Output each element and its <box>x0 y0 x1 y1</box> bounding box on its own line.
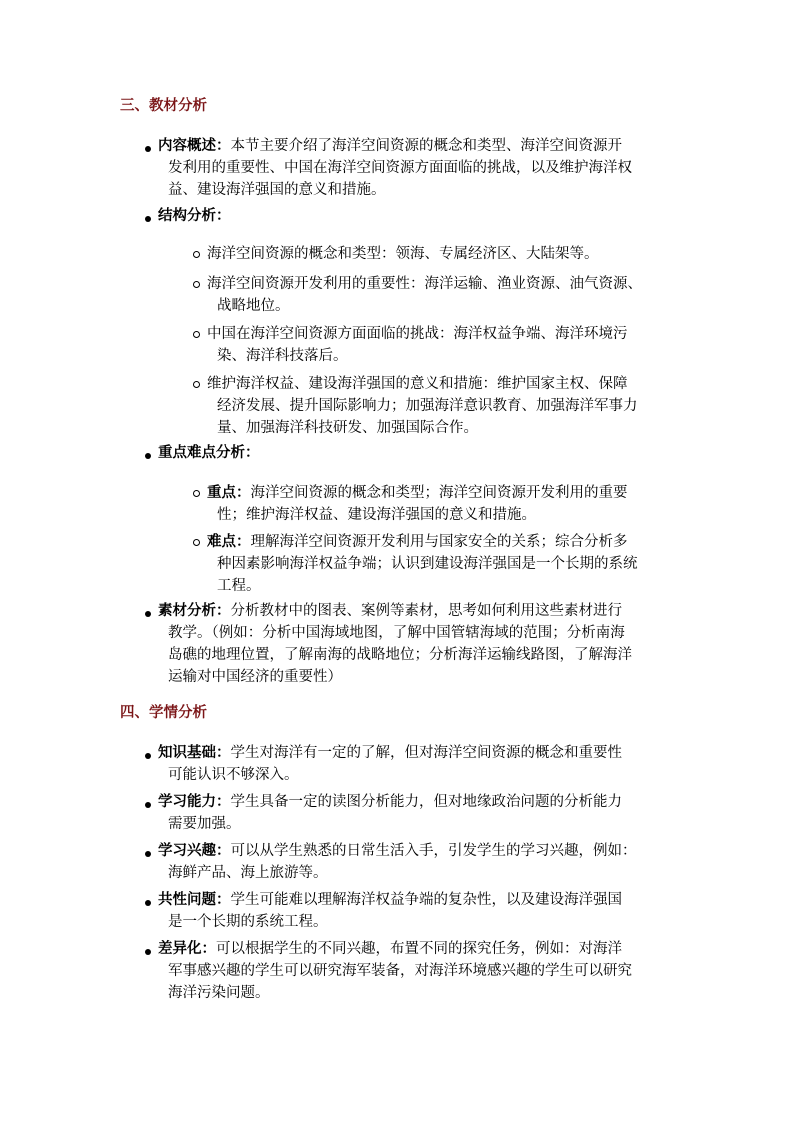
bullet-icon <box>145 453 151 459</box>
item-text: 分析教材中的图表、案例等素材，思考如何利用这些素材进行 <box>230 603 622 619</box>
item-label: 差异化： <box>158 941 216 957</box>
item-text: 可以根据学生的不同兴趣，布置不同的探究任务，例如：对海洋 <box>216 941 622 957</box>
item-label: 内容概述： <box>158 138 231 154</box>
bullet-icon <box>145 611 151 617</box>
item-text: 学生对海洋有一定的了解，但对海洋空间资源的概念和重要性 <box>230 745 622 761</box>
sub-item-text: 中国在海洋空间资源方面面临的挑战：海洋权益争端、海洋环境污 <box>207 326 628 342</box>
sub-item-text: 经济发展、提升国际影响力；加强海洋意识教育、加强海洋军事力 <box>217 398 638 414</box>
item-text: 海鲜产品、海上旅游等。 <box>168 865 328 881</box>
sub-item-label: 重点： <box>207 485 251 501</box>
sub-list-item-difficulty <box>207 531 638 597</box>
item-label: 结构分析： <box>158 208 231 224</box>
sub-item-text: 海洋空间资源的概念和类型：领海、专属经济区、大陆架等。 <box>207 246 599 262</box>
sub-list-item <box>207 273 642 317</box>
sub-item-text: 海洋空间资源开发利用的重要性：海洋运输、渔业资源、油气资源、 <box>207 276 642 292</box>
item-text: 学生可能难以理解海洋权益争端的复杂性，以及建设海洋强国 <box>230 892 622 908</box>
bullet-icon <box>145 146 151 152</box>
sub-item-label: 难点： <box>207 534 251 550</box>
list-item-knowledge-base <box>158 742 622 786</box>
sub-item-text: 理解海洋空间资源开发利用与国家安全的关系；综合分析多 <box>250 534 628 550</box>
item-label: 素材分析： <box>158 603 231 619</box>
item-text: 岛礁的地理位置，了解南海的战略地位；分析海洋运输线路图，了解海洋 <box>168 647 632 663</box>
bullet-icon <box>145 216 151 222</box>
bullet-icon <box>145 753 151 759</box>
section-heading: 四、学情分析 <box>120 705 207 721</box>
list-item-content-overview <box>158 135 632 201</box>
item-text: 军事感兴趣的学生可以研究海军装备，对海洋环境感兴趣的学生可以研究 <box>168 963 632 979</box>
item-label: 知识基础： <box>158 745 231 761</box>
list-item-common-issues <box>158 889 622 933</box>
bullet-icon <box>145 949 151 955</box>
sub-item-text: 种因素影响海洋权益争端；认识到建设海洋强国是一个长期的系统 <box>217 556 638 572</box>
item-text: 可能认识不够深入。 <box>168 767 299 783</box>
item-label: 学习兴趣： <box>158 843 231 859</box>
circle-bullet-icon <box>193 331 200 338</box>
circle-bullet-icon <box>193 490 200 497</box>
bullet-icon <box>145 802 151 808</box>
sub-item-text: 工程。 <box>217 578 261 594</box>
item-text: 海洋污染问题。 <box>168 985 270 1001</box>
sub-item-text: 量、加强海洋科技研发、加强国际合作。 <box>217 420 478 436</box>
circle-bullet-icon <box>193 539 200 546</box>
sub-item-text: 染、海洋科技落后。 <box>217 348 348 364</box>
list-item-learning-ability <box>158 791 622 835</box>
list-item-differentiation <box>158 938 632 1004</box>
sub-item-text: 维护海洋权益、建设海洋强国的意义和措施：维护国家主权、保障 <box>207 376 628 392</box>
sub-item-text: 战略地位。 <box>217 298 290 314</box>
item-text: 需要加强。 <box>168 816 241 832</box>
circle-bullet-icon <box>193 381 200 388</box>
item-text: 益、建设海洋强国的意义和措施。 <box>168 182 386 198</box>
list-item-structure-analysis <box>158 205 231 227</box>
item-label: 重点难点分析： <box>158 445 260 461</box>
sub-list-item <box>207 323 628 367</box>
sub-item-text: 性；维护海洋权益、建设海洋强国的意义和措施。 <box>217 507 536 523</box>
sub-list-item <box>207 243 599 265</box>
circle-bullet-icon <box>193 251 200 258</box>
list-item-key-points <box>158 442 260 464</box>
list-item-learning-interest <box>158 840 637 884</box>
circle-bullet-icon <box>193 281 200 288</box>
item-text: 是一个长期的系统工程。 <box>168 914 328 930</box>
list-item-material-analysis <box>158 600 632 688</box>
item-label: 共性问题： <box>158 892 231 908</box>
item-text: 学生具备一定的读图分析能力，但对地缘政治问题的分析能力 <box>230 794 622 810</box>
item-text: 本节主要介绍了海洋空间资源的概念和类型、海洋空间资源开 <box>230 138 622 154</box>
item-text: 运输对中国经济的重要性） <box>168 669 342 685</box>
section-heading: 三、教材分析 <box>120 98 207 114</box>
sub-list-item-key-point <box>207 482 628 526</box>
item-text: 可以从学生熟悉的日常生活入手，引发学生的学习兴趣，例如： <box>230 843 637 859</box>
item-label: 学习能力： <box>158 794 231 810</box>
sub-item-text: 海洋空间资源的概念和类型；海洋空间资源开发利用的重要 <box>250 485 628 501</box>
item-text: 发利用的重要性、中国在海洋空间资源方面面临的挑战，以及维护海洋权 <box>168 160 632 176</box>
bullet-icon <box>145 900 151 906</box>
sub-list-item <box>207 373 638 439</box>
bullet-icon <box>145 851 151 857</box>
item-text: 教学。（例如：分析中国海域地图，了解中国管辖海域的范围；分析南海 <box>168 625 625 641</box>
